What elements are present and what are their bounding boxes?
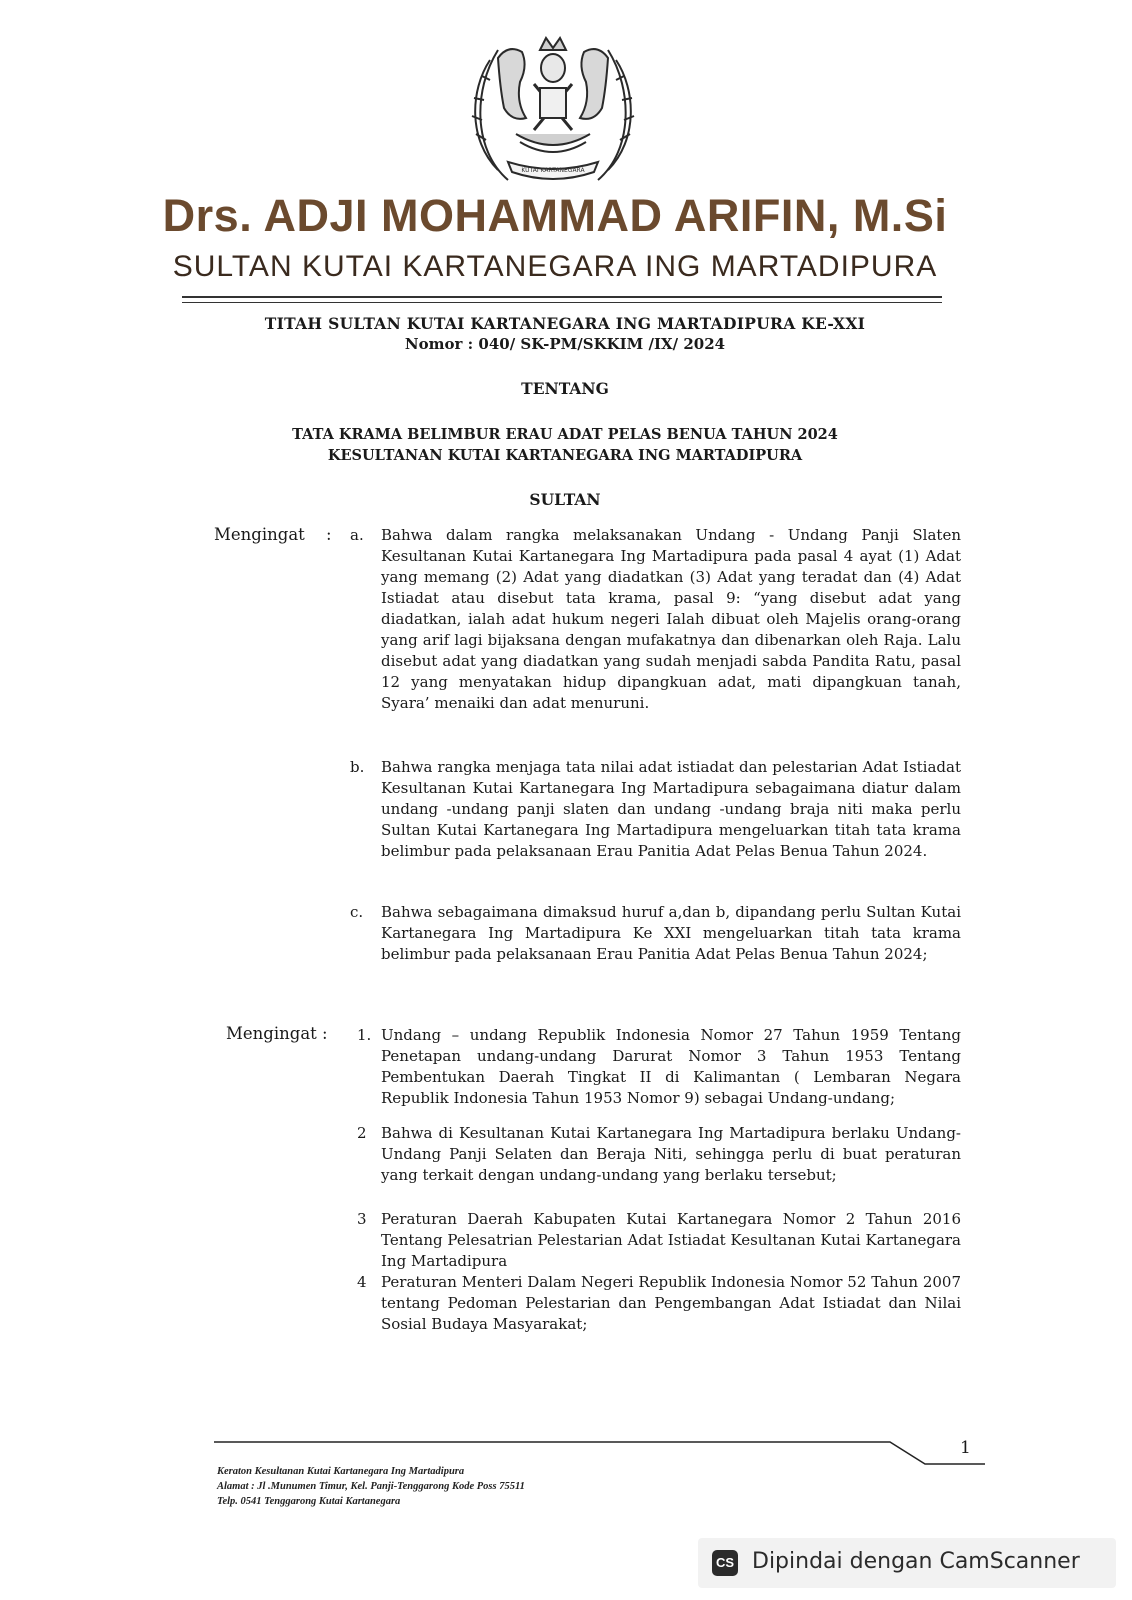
footer-institution: Keraton Kesultanan Kutai Kartanegara Ing Martadipura (217, 1466, 465, 1477)
page-number: 1 (960, 1438, 971, 1458)
letterhead-rule-thick (182, 296, 942, 298)
clause-paragraph: Peraturan Daerah Kabupaten Kutai Kartanegara Nomor 2 Tahun 2016 Tentang Pelesatrian Pelestarian Adat Istiadat Kesultanan Kutai Kartanegara Ing Martadipura (381, 1210, 961, 1270)
item-marker: a. (350, 526, 364, 544)
section1-label: Mengingat (214, 525, 305, 544)
item-marker: b. (350, 758, 365, 776)
decree-number: Nomor : 040/ SK-PM/SKKIM /IX/ 2024 (404, 335, 726, 353)
crest-ribbon-text: KUTAI KARTANEGARA (521, 167, 585, 174)
sultan-name: Drs. ADJI MOHAMMAD ARIFIN, M.Si (162, 190, 948, 241)
clause-paragraph: Bahwa di Kesultanan Kutai Kartanegara Ing Martadipura berlaku Undang-Undang Panji Selaten dan Beraja Niti, sehingga perlu di buat peraturan yang terkait dengan undang-undang yang berlaku tersebut; (381, 1124, 961, 1184)
item-marker: 2 (357, 1124, 367, 1142)
item-marker: c. (350, 903, 364, 921)
decree-title: TITAH SULTAN KUTAI KARTANEGARA ING MARTADIPURA KE-XXI (264, 314, 866, 333)
heading-tentang: TENTANG (521, 379, 609, 398)
royal-crest-icon (468, 30, 638, 190)
item-marker: 3 (357, 1210, 367, 1228)
camscanner-logo-icon: CS (712, 1550, 738, 1576)
clause-paragraph: Peraturan Menteri Dalam Negeri Republik Indonesia Nomor 52 Tahun 2007 tentang Pedoman Pelestarian dan Pengembangan Adat Istiadat dan Nilai Sosial Budaya Masyarakat; (381, 1273, 961, 1333)
clause-paragraph: Bahwa rangka menjaga tata nilai adat istiadat dan pelestarian Adat Istiadat Kesultanan Kutai Kartanegara Ing Martadipura sebagaimana diatur dalam undang -undang panji slaten dan undang -undang braja niti maka perlu Sultan Kutai Kartanegara Ing Martadipura mengeluarkan titah tata krama belimbur pada pelaksanaan Erau Panitia Adat Pelas Benua Tahun 2024. (381, 758, 961, 860)
heading-sultan: SULTAN (529, 490, 601, 509)
item-marker: 4 (357, 1273, 367, 1291)
clause-paragraph: Bahwa dalam rangka melaksanakan Undang - Undang Panji Slaten Kesultanan Kutai Kartanegara Ing Martadipura pada pasal 4 ayat (1) Adat yang memang (2) Adat yang diadatkan (3) Adat yang teradat dan (4) Adat Istiadat atau disebut tata krama, pasal 9: “yang disebut adat yang diadatkan, ialah adat hukum negeri Ialah dibuat oleh Majelis orang-orang yang arif lagi bijaksana dengan mufakatnya dan dibenarkan oleh Raja. Lalu disebut adat yang diadatkan yang sudah menjadi sabda Pandita Ratu, pasal 12 yang menyatakan hidup dipangkuan adat, mati dipangkuan tanah, Syara’ menaiki dan adat menuruni. (381, 526, 961, 712)
item-marker: 1. (357, 1026, 372, 1044)
footer-address: Alamat : Jl .Munumen Timur, Kel. Panji-Tenggarong Kode Poss 75511 (217, 1481, 525, 1492)
clause-paragraph: Undang – undang Republik Indonesia Nomor 27 Tahun 1959 Tentang Penetapan undang-undang Darurat Nomor 3 Tahun 1953 Tentang Pembentukan Daerah Tingkat II di Kalimantan ( Lembaran Negara Republik Indonesia Tahun 1953 Nomor 9) sebagai Undang-undang; (381, 1026, 961, 1107)
camscanner-watermark (698, 1538, 1116, 1588)
subject-line-1: TATA KRAMA BELIMBUR ERAU ADAT PELAS BENUA TAHUN 2024 (292, 426, 838, 443)
clause-paragraph: Bahwa sebagaimana dimaksud huruf a,dan b, dipandang perlu Sultan Kutai Kartanegara Ing Martadipura Ke XXI mengeluarkan titah tata krama belimbur pada pelaksanaan Erau Panitia Adat Pelas Benua Tahun 2024; (381, 903, 961, 963)
section1-colon: : (326, 525, 332, 544)
sultan-title: SULTAN KUTAI KARTANEGARA ING MARTADIPURA (172, 250, 938, 283)
letterhead-rule-thin (182, 302, 942, 303)
section2-label: Mengingat : (226, 1024, 328, 1043)
subject-line-2: KESULTANAN KUTAI KARTANEGARA ING MARTADIPURA (327, 447, 803, 464)
footer-phone: Telp. 0541 Tenggarong Kutai Kartanegara (217, 1496, 401, 1507)
camscanner-text: Dipindai dengan CamScanner (752, 1549, 1080, 1574)
